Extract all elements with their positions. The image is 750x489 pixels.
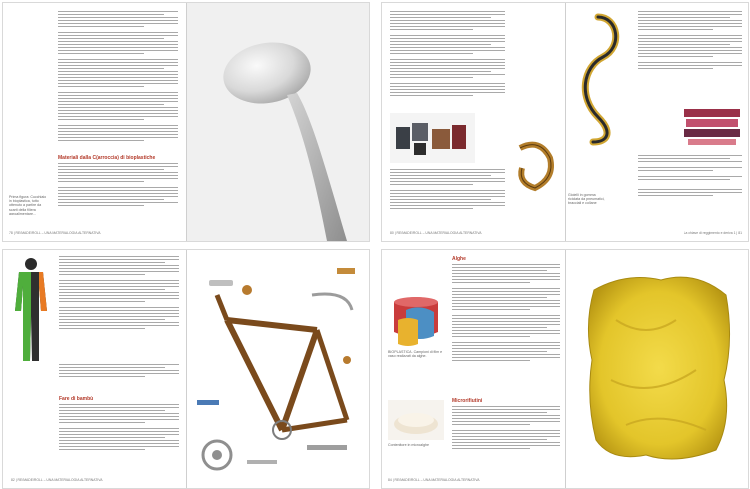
body-text-column (59, 256, 179, 360)
section-subheading: Materiali dalla C(arroccia) di bioplastiche (58, 155, 156, 161)
page-85 (566, 250, 748, 488)
algae-sheet-image (566, 250, 748, 488)
section-heading: Alghe (452, 256, 466, 262)
page-79 (187, 3, 369, 241)
section-subheading: Microrifiutini (452, 398, 483, 404)
bullet-list (638, 155, 742, 185)
page-footer: 84 | RE/MADE/ROLL – UNA MATERIALOGIA ALTERNATIVA (388, 478, 480, 482)
body-text-column (58, 11, 178, 151)
figure-caption-bottom: Contenitore in microalghe (388, 443, 429, 447)
rubber-objects-image (390, 113, 475, 163)
body-text-column (390, 11, 505, 109)
page-83 (187, 250, 369, 488)
figure-caption-top: BIOPLASTICA. Campioni di film e vaso realizzati da alghe. (388, 350, 443, 359)
spread-1 (2, 2, 370, 242)
figure-caption: Prima figura: Cucchiaio in bioplastica, tutto ottenuto a partire da scarti della filiera agroalimentare... (9, 195, 47, 215)
body-text-column (638, 11, 742, 83)
body-text-column (452, 264, 560, 392)
body-text-column-3 (59, 404, 179, 474)
body-text-column-2 (58, 163, 178, 225)
wetsuit-image (11, 256, 51, 366)
rubber-necklace-image (568, 7, 628, 147)
colored-bracelets-image (682, 103, 742, 148)
figure-caption: Gioielli in gomma riciclata da pneumatici, bracciali e collane (568, 193, 605, 206)
spread-2 (381, 2, 749, 242)
page-82 (3, 250, 186, 488)
page-footer-right: La chiave di reggimento e deriva 1 | 81 (683, 231, 742, 235)
algae-bioplastic-samples-image (388, 290, 446, 348)
page-footer: 78 | RE/MADE/ROLL – UNA MATERIALOGIA ALTERNATIVA (9, 231, 101, 235)
body-text-column-2 (638, 189, 742, 209)
bracelet-image (510, 138, 560, 193)
body-text-column-2 (390, 169, 505, 227)
body-text-column-2 (59, 364, 179, 390)
page-78 (3, 3, 186, 241)
page-80 (382, 3, 565, 241)
microalgae-container-image (388, 400, 444, 440)
page-footer: 82 | RE/MADE/ROLL – UNA MATERIALOGIA ALTERNATIVA (11, 478, 103, 482)
section-subheading: Fare di bambù (59, 396, 94, 402)
page-footer: 80 | RE/MADE/ROLL – UNA MATERIALOGIA ALTERNATIVA (390, 231, 482, 235)
page-81 (566, 3, 748, 241)
page-84 (382, 250, 565, 488)
body-text-column-2 (452, 406, 560, 474)
spread-4 (381, 249, 749, 489)
bioplastic-spoon-image (187, 3, 369, 241)
spread-3 (2, 249, 370, 489)
bamboo-bicycle-frame-image (187, 250, 369, 488)
